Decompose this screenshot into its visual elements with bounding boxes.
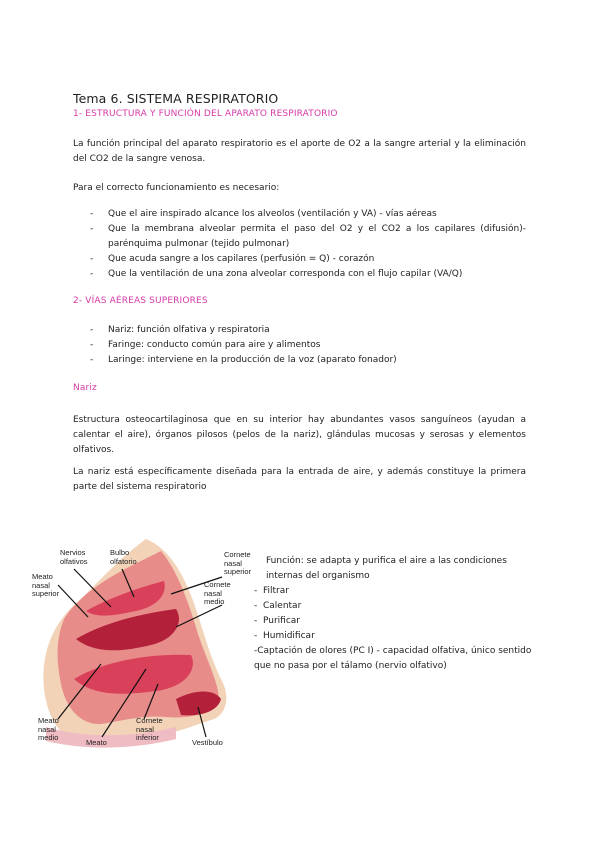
paragraph-nariz-entrada-aire: La nariz está específicamente diseñada para la entrada de aire, y además constituye la primera parte del sistema respiratorio	[73, 467, 526, 492]
captacion-olores-text: -Captación de olores (PC I) - capacidad olfativa, único sentido que no pasa por el tálamo (nervio olfativo)	[254, 646, 532, 671]
funcion-nariz-block	[254, 554, 534, 674]
list-item: - Faringe: conducto común para aire y alimentos	[90, 340, 321, 350]
section-heading-estructura: 1- ESTRUCTURA Y FUNCIÓN DEL APARATO RESPIRATORIO	[73, 109, 338, 119]
section-heading-nariz: Nariz	[73, 383, 97, 393]
requirements-list	[90, 207, 526, 282]
list-item: - Filtrar	[254, 586, 289, 596]
list-item: - Que la membrana alveolar permita el paso del O2 y el CO2 a los capilares (difusión)- parénquima pulmonar (tejido pulmonar)	[90, 224, 526, 249]
list-item: - Humidificar	[254, 631, 315, 641]
page-title: Tema 6. SISTEMA RESPIRATORIO	[73, 91, 279, 106]
airways-list	[90, 323, 526, 368]
section-heading-vias-aereas: 2- VÍAS AÉREAS SUPERIORES	[73, 296, 208, 306]
list-item: - Purificar	[254, 616, 300, 626]
paragraph-estructura-nariz: Estructura osteocartilaginosa que en su interior hay abundantes vasos sanguíneos (ayudan a calentar el aire), órganos pilosos (pelos de la nariz), glándulas mucosas y serosas y elementos olfativos.	[73, 415, 526, 455]
list-item: - Laringe: interviene en la producción de la voz (aparato fonador)	[90, 355, 397, 365]
label-cornete-medio: Cornete nasal medio	[204, 580, 231, 606]
list-item: - Calentar	[254, 601, 302, 611]
nasal-anatomy-figure	[26, 539, 251, 754]
paragraph-correcto-funcionamiento: Para el correcto funcionamiento es necesario:	[73, 183, 280, 193]
label-meato: Meato	[86, 738, 107, 747]
label-cornete-superior: Cornete nasal superior	[224, 550, 252, 576]
label-meato-medio: Meato nasal medio	[38, 716, 59, 742]
funcion-intro-line2: internas del organismo	[266, 571, 370, 581]
list-item: - Que el aire inspirado alcance los alveolos (ventilación y VA) - vías aéreas	[90, 209, 437, 219]
paragraph-funcion-principal: La función principal del aparato respiratorio es el aporte de O2 a la sangre arterial y la eliminación del CO2 de la sangre venosa.	[73, 139, 526, 164]
label-cornete-inferior: Cornete nasal inferior	[136, 716, 163, 742]
label-meato-superior: Meato nasal superior	[32, 572, 60, 598]
label-bulbo-olfatorio: Bulbo olfatorio	[110, 548, 137, 566]
list-item: - Que la ventilación de una zona alveolar corresponda con el flujo capilar (VA/Q)	[90, 269, 463, 279]
list-item: - Que acuda sangre a los capilares (perfusión = Q) - corazón	[90, 254, 375, 264]
label-vestibulo: Vestíbulo	[192, 738, 223, 747]
list-item: - Nariz: función olfativa y respiratoria	[90, 325, 270, 335]
funcion-intro-line1: Función: se adapta y purifica el aire a las condiciones	[266, 556, 507, 566]
label-nervios-olfativos: Nervios olfativos	[60, 548, 88, 566]
